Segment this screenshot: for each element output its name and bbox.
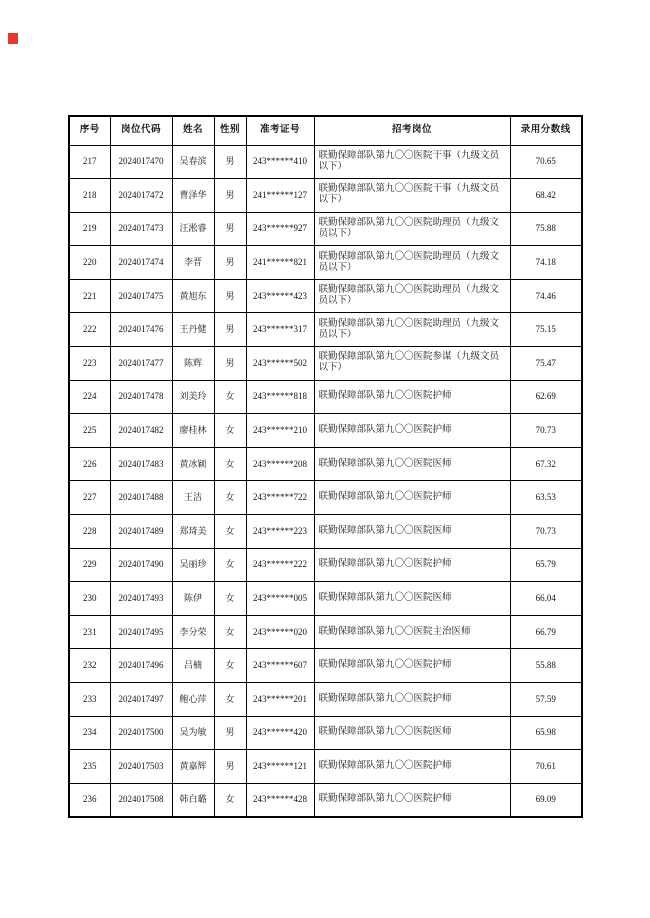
cell-score: 75.15 — [510, 313, 582, 347]
cell-position-code: 2024017503 — [110, 750, 172, 784]
cell-position-code: 2024017489 — [110, 515, 172, 549]
cell-name: 吴丽珍 — [172, 548, 214, 582]
cell-position-title: 联勤保障部队第九〇〇医院助理员（九级文员以下） — [314, 212, 510, 246]
cell-score: 69.09 — [510, 783, 582, 817]
cell-position-title: 联勤保障部队第九〇〇医院护师 — [314, 380, 510, 414]
cell-score: 66.04 — [510, 582, 582, 616]
cell-score: 66.79 — [510, 615, 582, 649]
cell-name: 黄旭东 — [172, 279, 214, 313]
table-row — [69, 481, 582, 515]
cell-score: 55.88 — [510, 649, 582, 683]
cell-position-title: 联勤保障部队第九〇〇医院助理员（九级文员以下） — [314, 246, 510, 280]
table-row — [69, 313, 582, 347]
cell-seq: 232 — [69, 649, 110, 683]
cell-position-title: 联勤保障部队第九〇〇医院助理员（九级文员以下） — [314, 279, 510, 313]
cell-seq: 224 — [69, 380, 110, 414]
cell-gender: 男 — [214, 145, 246, 179]
cell-name: 曹泽华 — [172, 179, 214, 213]
cell-seq: 221 — [69, 279, 110, 313]
cell-gender: 女 — [214, 447, 246, 481]
cell-position-title: 联勤保障部队第九〇〇医院参谋（九级文员以下） — [314, 347, 510, 381]
cell-gender: 男 — [214, 716, 246, 750]
cell-position-code: 2024017497 — [110, 683, 172, 717]
cell-position-code: 2024017508 — [110, 783, 172, 817]
cell-seq: 223 — [69, 347, 110, 381]
cell-score: 68.42 — [510, 179, 582, 213]
cell-name: 黄嘉辉 — [172, 750, 214, 784]
table-row — [69, 145, 582, 179]
cell-name: 黄冰颖 — [172, 447, 214, 481]
cell-position-code: 2024017493 — [110, 582, 172, 616]
cell-seq: 227 — [69, 481, 110, 515]
table-row — [69, 414, 582, 448]
cell-score: 62.69 — [510, 380, 582, 414]
cell-score: 63.53 — [510, 481, 582, 515]
cell-position-title: 联勤保障部队第九〇〇医院干事（九级文员以下） — [314, 145, 510, 179]
cell-gender: 女 — [214, 548, 246, 582]
cell-score: 65.79 — [510, 548, 582, 582]
cell-score: 74.18 — [510, 246, 582, 280]
cell-gender: 女 — [214, 582, 246, 616]
cell-position-title: 联勤保障部队第九〇〇医院护师 — [314, 481, 510, 515]
cell-ticket-number: 243******208 — [246, 447, 314, 481]
cell-score: 67.32 — [510, 447, 582, 481]
cell-position-code: 2024017488 — [110, 481, 172, 515]
cell-seq: 235 — [69, 750, 110, 784]
cell-ticket-number: 243******210 — [246, 414, 314, 448]
cell-ticket-number: 243******428 — [246, 783, 314, 817]
cell-position-title: 联勤保障部队第九〇〇医院医师 — [314, 447, 510, 481]
cell-score: 57.59 — [510, 683, 582, 717]
cell-ticket-number: 243******502 — [246, 347, 314, 381]
table-row — [69, 649, 582, 683]
cell-position-code: 2024017475 — [110, 279, 172, 313]
cell-name: 鲍心萍 — [172, 683, 214, 717]
column-header-gender: 性别 — [214, 116, 246, 145]
cell-name: 吴为敏 — [172, 716, 214, 750]
cell-score: 65.98 — [510, 716, 582, 750]
recruitment-score-table — [68, 115, 583, 818]
cell-name: 廖桂林 — [172, 414, 214, 448]
cell-gender: 女 — [214, 783, 246, 817]
cell-position-code: 2024017482 — [110, 414, 172, 448]
cell-name: 吴春滨 — [172, 145, 214, 179]
cell-seq: 236 — [69, 783, 110, 817]
cell-position-code: 2024017470 — [110, 145, 172, 179]
cell-ticket-number: 243******317 — [246, 313, 314, 347]
table-row — [69, 380, 582, 414]
cell-ticket-number: 243******020 — [246, 615, 314, 649]
cell-ticket-number: 243******420 — [246, 716, 314, 750]
cell-gender: 女 — [214, 615, 246, 649]
cell-seq: 231 — [69, 615, 110, 649]
cell-seq: 225 — [69, 414, 110, 448]
cell-seq: 234 — [69, 716, 110, 750]
cell-name: 汪淞睿 — [172, 212, 214, 246]
cell-name: 郑琦美 — [172, 515, 214, 549]
cell-ticket-number: 243******005 — [246, 582, 314, 616]
cell-seq: 228 — [69, 515, 110, 549]
cell-score: 74.46 — [510, 279, 582, 313]
table-row — [69, 179, 582, 213]
cell-gender: 女 — [214, 683, 246, 717]
table-row — [69, 447, 582, 481]
cell-seq: 233 — [69, 683, 110, 717]
cell-name: 李晋 — [172, 246, 214, 280]
cell-ticket-number: 241******821 — [246, 246, 314, 280]
table-row — [69, 783, 582, 817]
cell-ticket-number: 243******223 — [246, 515, 314, 549]
cell-position-code: 2024017472 — [110, 179, 172, 213]
cell-seq: 226 — [69, 447, 110, 481]
cell-name: 王丹健 — [172, 313, 214, 347]
table-header — [69, 116, 582, 145]
cell-seq: 217 — [69, 145, 110, 179]
cell-position-code: 2024017490 — [110, 548, 172, 582]
cell-position-title: 联勤保障部队第九〇〇医院助理员（九级文员以下） — [314, 313, 510, 347]
column-header-ticket-number: 准考证号 — [246, 116, 314, 145]
cell-score: 75.47 — [510, 347, 582, 381]
cell-position-title: 联勤保障部队第九〇〇医院护师 — [314, 683, 510, 717]
cell-ticket-number: 243******607 — [246, 649, 314, 683]
cell-name: 韩白璐 — [172, 783, 214, 817]
cell-ticket-number: 243******121 — [246, 750, 314, 784]
cell-seq: 222 — [69, 313, 110, 347]
cell-position-code: 2024017496 — [110, 649, 172, 683]
cell-position-code: 2024017500 — [110, 716, 172, 750]
cell-gender: 女 — [214, 481, 246, 515]
column-header-seq: 序号 — [69, 116, 110, 145]
cell-name: 陈伊 — [172, 582, 214, 616]
cell-position-code: 2024017477 — [110, 347, 172, 381]
cell-name: 刘美玲 — [172, 380, 214, 414]
red-square-marker — [8, 33, 18, 44]
cell-position-code: 2024017478 — [110, 380, 172, 414]
column-header-position-code: 岗位代码 — [110, 116, 172, 145]
cell-gender: 男 — [214, 279, 246, 313]
cell-gender: 男 — [214, 246, 246, 280]
cell-position-code: 2024017474 — [110, 246, 172, 280]
cell-position-title: 联勤保障部队第九〇〇医院干事（九级文员以下） — [314, 179, 510, 213]
cell-score: 70.61 — [510, 750, 582, 784]
table-row — [69, 279, 582, 313]
cell-name: 李分荣 — [172, 615, 214, 649]
table-row — [69, 716, 582, 750]
table-row — [69, 548, 582, 582]
cell-score: 70.65 — [510, 145, 582, 179]
cell-seq: 219 — [69, 212, 110, 246]
cell-ticket-number: 243******722 — [246, 481, 314, 515]
cell-ticket-number: 243******222 — [246, 548, 314, 582]
column-header-position-title: 招考岗位 — [314, 116, 510, 145]
cell-score: 75.88 — [510, 212, 582, 246]
cell-position-code: 2024017483 — [110, 447, 172, 481]
table-row — [69, 683, 582, 717]
cell-gender: 男 — [214, 313, 246, 347]
table-row — [69, 515, 582, 549]
table-row — [69, 750, 582, 784]
cell-gender: 男 — [214, 212, 246, 246]
cell-name: 王洁 — [172, 481, 214, 515]
cell-position-code: 2024017476 — [110, 313, 172, 347]
table-row — [69, 246, 582, 280]
cell-ticket-number: 243******423 — [246, 279, 314, 313]
cell-gender: 女 — [214, 414, 246, 448]
cell-position-code: 2024017495 — [110, 615, 172, 649]
cell-position-title: 联勤保障部队第九〇〇医院护师 — [314, 548, 510, 582]
cell-score: 70.73 — [510, 414, 582, 448]
cell-score: 70.73 — [510, 515, 582, 549]
cell-position-title: 联勤保障部队第九〇〇医院医师 — [314, 582, 510, 616]
cell-gender: 男 — [214, 750, 246, 784]
cell-ticket-number: 243******410 — [246, 145, 314, 179]
table-body — [69, 145, 582, 817]
cell-position-title: 联勤保障部队第九〇〇医院护师 — [314, 414, 510, 448]
cell-gender: 女 — [214, 380, 246, 414]
cell-seq: 230 — [69, 582, 110, 616]
cell-ticket-number: 243******818 — [246, 380, 314, 414]
cell-position-title: 联勤保障部队第九〇〇医院护师 — [314, 750, 510, 784]
cell-position-code: 2024017473 — [110, 212, 172, 246]
cell-position-title: 联勤保障部队第九〇〇医院医师 — [314, 716, 510, 750]
cell-name: 陈辉 — [172, 347, 214, 381]
cell-position-title: 联勤保障部队第九〇〇医院护师 — [314, 649, 510, 683]
cell-seq: 229 — [69, 548, 110, 582]
column-header-name: 姓名 — [172, 116, 214, 145]
table-row — [69, 347, 582, 381]
cell-position-title: 联勤保障部队第九〇〇医院医师 — [314, 515, 510, 549]
cell-gender: 女 — [214, 515, 246, 549]
cell-gender: 男 — [214, 347, 246, 381]
cell-ticket-number: 241******127 — [246, 179, 314, 213]
cell-ticket-number: 243******927 — [246, 212, 314, 246]
table-row — [69, 582, 582, 616]
table-row — [69, 615, 582, 649]
cell-position-title: 联勤保障部队第九〇〇医院护师 — [314, 783, 510, 817]
cell-seq: 220 — [69, 246, 110, 280]
header-row — [69, 116, 582, 145]
cell-ticket-number: 243******201 — [246, 683, 314, 717]
table-row — [69, 212, 582, 246]
cell-name: 吕楠 — [172, 649, 214, 683]
cell-position-title: 联勤保障部队第九〇〇医院主治医师 — [314, 615, 510, 649]
cell-gender: 女 — [214, 649, 246, 683]
column-header-score: 录用分数线 — [510, 116, 582, 145]
cell-gender: 男 — [214, 179, 246, 213]
cell-seq: 218 — [69, 179, 110, 213]
